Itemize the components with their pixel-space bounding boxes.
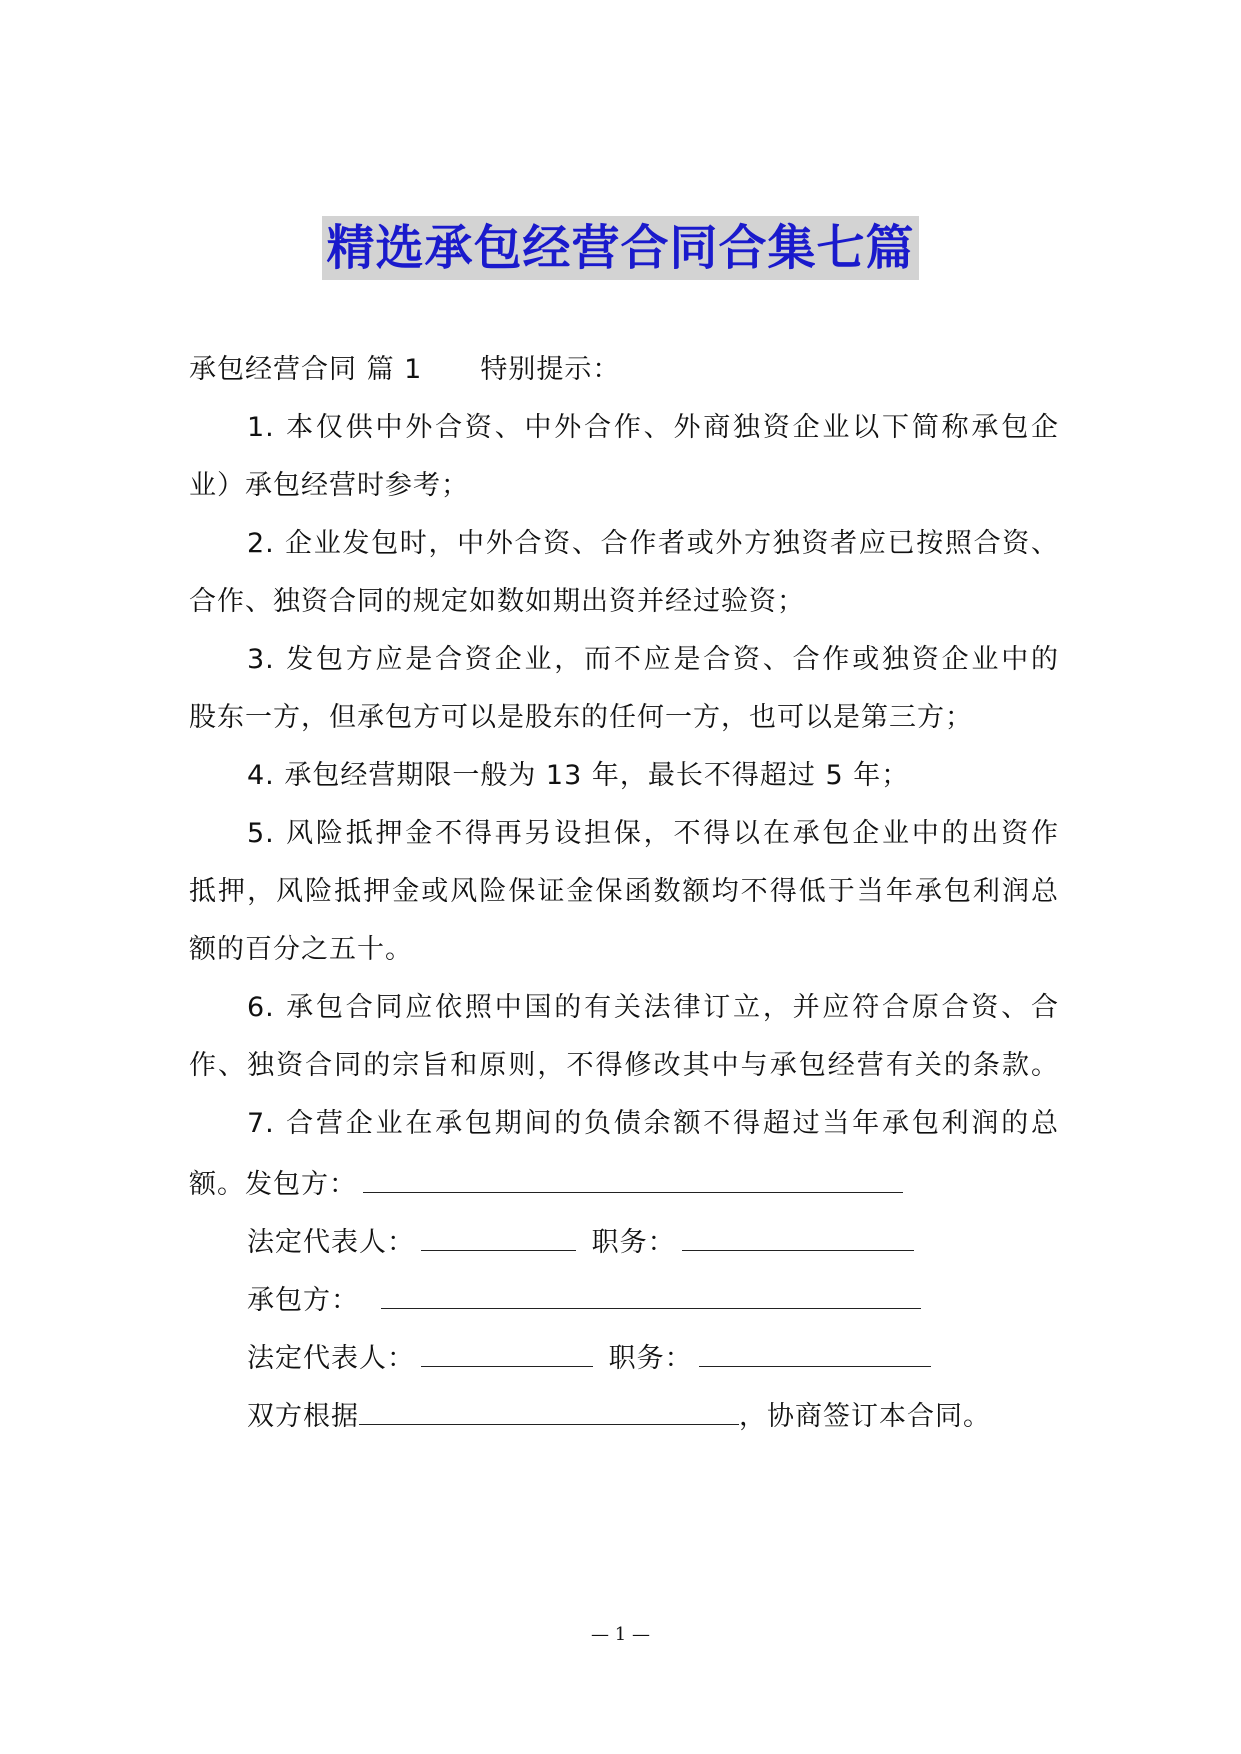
title-wrap: [0, 216, 1241, 280]
paragraph-line: 股东一方，但承包方可以是股东的任何一方，也可以是第三方；: [189, 702, 973, 733]
agreement-blank: [359, 1396, 739, 1425]
position-blank: [682, 1222, 914, 1251]
party-b-blank: [381, 1280, 921, 1309]
legal-rep-label: 法定代表人：: [247, 1227, 415, 1258]
party-a-label: 额。发包方：: [189, 1169, 357, 1200]
agreement-prefix: 双方根据: [247, 1401, 359, 1432]
paragraph-line: 抵押，风险抵押金或风险保证金保函数额均不得低于当年承包利润总: [189, 876, 1059, 907]
party-a-rep-line: [247, 1222, 1059, 1261]
paragraph-line: 6. 承包合同应依照中国的有关法律订立，并应符合原合资、合: [247, 992, 1059, 1023]
paragraph-line: 4. 承包经营期限一般为 13 年，最长不得超过 5 年；: [247, 760, 910, 791]
party-b-rep-line: [247, 1338, 1059, 1377]
paragraph-line: 5. 风险抵押金不得再另设担保，不得以在承包企业中的出资作: [247, 818, 1059, 849]
party-b-line: [247, 1280, 1059, 1319]
paragraph-line: 2. 企业发包时，中外合资、合作者或外方独资者应已按照合资、: [247, 528, 1059, 559]
position-label: 职务：: [591, 1227, 676, 1258]
legal-rep-label: 法定代表人：: [247, 1343, 415, 1374]
paragraph-line: 额的百分之五十。: [189, 934, 413, 965]
party-a-line: [189, 1164, 1059, 1203]
paragraph-line: 业）承包经营时参考；: [189, 470, 469, 501]
page-number: — 1 —: [591, 1624, 650, 1645]
agreement-line: [247, 1396, 1059, 1435]
paragraph-line: 7. 合营企业在承包期间的负债余额不得超过当年承包利润的总: [247, 1108, 1059, 1139]
paragraph-line: 3. 发包方应是合资企业，而不应是合资、合作或独资企业中的: [247, 644, 1059, 675]
position-label: 职务：: [608, 1343, 693, 1374]
section-heading: 承包经营合同 篇 1: [189, 354, 423, 385]
party-b-label: 承包方：: [247, 1285, 359, 1316]
document-title: 精选承包经营合同合集七篇: [322, 216, 918, 280]
position-blank: [699, 1338, 931, 1367]
special-notice-label: 特别提示：: [480, 354, 621, 385]
paragraph-line: 合作、独资合同的规定如数如期出资并经过验资；: [189, 586, 805, 617]
party-a-blank: [363, 1164, 903, 1193]
agreement-suffix: ，协商签订本合同。: [739, 1401, 991, 1432]
paragraph-line: 作、独资合同的宗旨和原则，不得修改其中与承包经营有关的条款。: [189, 1050, 1059, 1081]
legal-rep-blank: [421, 1338, 593, 1367]
legal-rep-blank: [421, 1222, 576, 1251]
section-heading-line: [189, 352, 1059, 388]
paragraph-line: 1. 本仅供中外合资、中外合作、外商独资企业以下简称承包企: [247, 412, 1059, 443]
